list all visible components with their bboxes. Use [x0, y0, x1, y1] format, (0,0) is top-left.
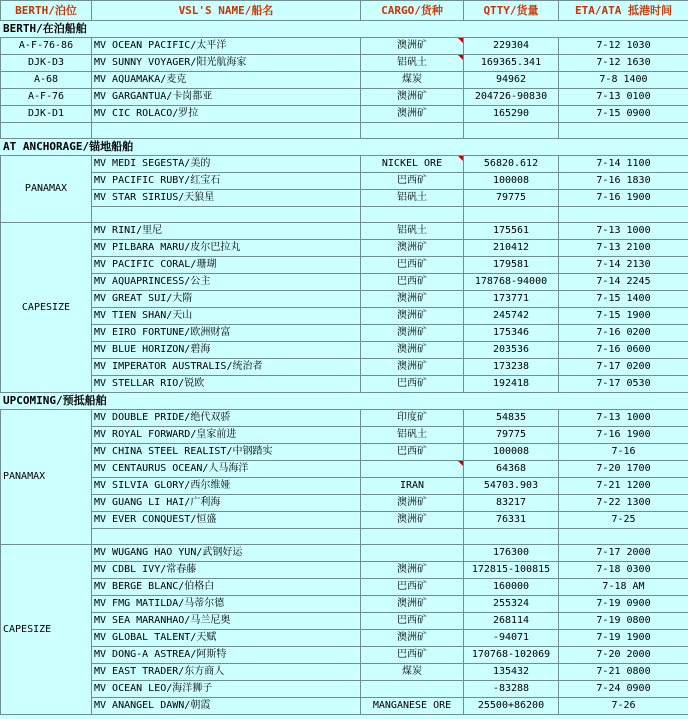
quantity-cell: 245742 [464, 308, 559, 325]
berth-cell: A-F-76 [1, 89, 92, 106]
eta-cell: 7-14 2130 [559, 257, 688, 274]
berth-cell: A-F-76-86 [1, 38, 92, 55]
eta-cell: 7-16 1900 [559, 427, 688, 444]
table-row [1, 596, 688, 613]
quantity-cell: 76331 [464, 512, 559, 529]
cargo-cell [361, 461, 464, 478]
vessel-name-cell: MV PACIFIC CORAL/珊瑚 [92, 257, 361, 274]
table-row [1, 512, 688, 529]
cargo-cell: 煤炭 [361, 664, 464, 681]
vessel-name-cell: MV OCEAN LEO/海洋狮子 [92, 681, 361, 698]
quantity-cell: 170768-102069 [464, 647, 559, 664]
cargo-cell: 印度矿 [361, 410, 464, 427]
vessel-name-cell: MV SILVIA GLORY/西尔维娅 [92, 478, 361, 495]
table-row [1, 410, 688, 427]
eta-cell: 7-12 1630 [559, 55, 688, 72]
quantity-cell: 64368 [464, 461, 559, 478]
blank-cell [361, 207, 464, 223]
cargo-cell: 澳洲矿 [361, 495, 464, 512]
vessel-name-cell: MV RINI/里尼 [92, 223, 361, 240]
blank-cell [464, 123, 559, 139]
vessel-name-cell: MV GREAT SUI/大隋 [92, 291, 361, 308]
vessel-name-cell: MV SEA MARANHAO/马兰尼奥 [92, 613, 361, 630]
cargo-cell: 澳洲矿 [361, 240, 464, 257]
cargo-cell [361, 545, 464, 562]
cargo-cell [361, 681, 464, 698]
eta-cell: 7-19 1900 [559, 630, 688, 647]
quantity-cell: 173771 [464, 291, 559, 308]
eta-cell: 7-15 1400 [559, 291, 688, 308]
table-row [1, 681, 688, 698]
eta-cell: 7-18 AM [559, 579, 688, 596]
quantity-cell: 179581 [464, 257, 559, 274]
cargo-cell: 澳洲矿 [361, 106, 464, 123]
quantity-cell: -94071 [464, 630, 559, 647]
vessel-name-cell: MV IMPERATOR AUSTRALIS/统治者 [92, 359, 361, 376]
eta-cell: 7-17 0530 [559, 376, 688, 393]
table-body [1, 21, 688, 715]
cargo-cell: MANGANESE ORE [361, 698, 464, 715]
cargo-cell: 铝矾土 [361, 190, 464, 207]
table-row [1, 495, 688, 512]
cargo-cell: 澳洲矿 [361, 342, 464, 359]
blank-cell [92, 207, 361, 223]
quantity-cell: 135432 [464, 664, 559, 681]
eta-cell: 7-26 [559, 698, 688, 715]
quantity-cell: 54835 [464, 410, 559, 427]
cargo-cell: 巴西矿 [361, 579, 464, 596]
vessel-name-cell: MV CENTAURUS OCEAN/人马海洋 [92, 461, 361, 478]
table-row [1, 38, 688, 55]
table-row [1, 630, 688, 647]
header-vessel-name: VSL'S NAME/船名 [92, 1, 361, 21]
berth-cell: A-68 [1, 72, 92, 89]
quantity-cell: 169365.341 [464, 55, 559, 72]
quantity-cell: 56820.612 [464, 156, 559, 173]
table-row [1, 664, 688, 681]
quantity-cell: 160000 [464, 579, 559, 596]
table-row [1, 461, 688, 478]
eta-cell: 7-13 1000 [559, 410, 688, 427]
blank-cell [464, 529, 559, 545]
vessel-name-cell: MV TIEN SHAN/天山 [92, 308, 361, 325]
vessel-name-cell: MV CIC ROLACO/罗拉 [92, 106, 361, 123]
eta-cell: 7-25 [559, 512, 688, 529]
table-row [1, 156, 688, 173]
table-row [1, 647, 688, 664]
table-row [1, 545, 688, 562]
header-quantity: QTTY/货量 [464, 1, 559, 21]
cargo-cell: 巴西矿 [361, 613, 464, 630]
eta-cell: 7-16 1900 [559, 190, 688, 207]
cargo-cell: 澳洲矿 [361, 291, 464, 308]
quantity-cell: 203536 [464, 342, 559, 359]
blank-cell [559, 123, 688, 139]
quantity-cell: 192418 [464, 376, 559, 393]
quantity-cell: 268114 [464, 613, 559, 630]
eta-cell: 7-20 2000 [559, 647, 688, 664]
vessel-name-cell: MV GUANG LI HAI/广利海 [92, 495, 361, 512]
cargo-cell: 铝矾土 [361, 223, 464, 240]
cargo-cell: 澳洲矿 [361, 562, 464, 579]
quantity-cell: 25500+86200 [464, 698, 559, 715]
cargo-cell: 澳洲矿 [361, 38, 464, 55]
quantity-cell: 178768-94000 [464, 274, 559, 291]
eta-cell: 7-8 1400 [559, 72, 688, 89]
cargo-cell: 澳洲矿 [361, 630, 464, 647]
vessel-name-cell: MV ROYAL FORWARD/皇家前进 [92, 427, 361, 444]
table-row [1, 257, 688, 274]
cargo-cell: 巴西矿 [361, 257, 464, 274]
table-row [1, 342, 688, 359]
vessel-name-cell: MV STAR SIRIUS/天狼星 [92, 190, 361, 207]
header-cargo: CARGO/货种 [361, 1, 464, 21]
vessel-name-cell: MV AQUAPRINCESS/公主 [92, 274, 361, 291]
quantity-cell: 175346 [464, 325, 559, 342]
vessel-class-label: PANAMAX [1, 156, 92, 223]
eta-cell: 7-12 1030 [559, 38, 688, 55]
vessel-name-cell: MV ANANGEL DAWN/朝霞 [92, 698, 361, 715]
vessel-class-label: PANAMAX [1, 410, 92, 545]
vessel-name-cell: MV EAST TRADER/东方商人 [92, 664, 361, 681]
eta-cell: 7-16 [559, 444, 688, 461]
vessel-name-cell: MV GARGANTUA/卡岗都亚 [92, 89, 361, 106]
cargo-cell: 巴西矿 [361, 647, 464, 664]
cargo-cell: 澳洲矿 [361, 596, 464, 613]
cargo-cell: 澳洲矿 [361, 308, 464, 325]
eta-cell: 7-15 0900 [559, 106, 688, 123]
section-upcoming [1, 393, 688, 410]
cargo-cell: 煤炭 [361, 72, 464, 89]
blank-cell [1, 123, 92, 139]
eta-cell: 7-19 0800 [559, 613, 688, 630]
table-row [1, 427, 688, 444]
eta-cell: 7-16 0600 [559, 342, 688, 359]
cargo-cell: 澳洲矿 [361, 512, 464, 529]
eta-cell: 7-15 1900 [559, 308, 688, 325]
table-row [1, 562, 688, 579]
table-row [1, 478, 688, 495]
eta-cell: 7-18 0300 [559, 562, 688, 579]
table-row [1, 613, 688, 630]
blank-cell [361, 123, 464, 139]
blank-cell [92, 123, 361, 139]
table-row [1, 106, 688, 123]
eta-cell: 7-17 2000 [559, 545, 688, 562]
table-row [1, 55, 688, 72]
cargo-cell: IRAN [361, 478, 464, 495]
eta-cell: 7-14 2245 [559, 274, 688, 291]
vessel-name-cell: MV AQUAMAKA/麦克 [92, 72, 361, 89]
vessel-name-cell: MV WUGANG HAO YUN/武钢好运 [92, 545, 361, 562]
eta-cell: 7-21 0800 [559, 664, 688, 681]
blank-cell [559, 529, 688, 545]
quantity-cell: 165290 [464, 106, 559, 123]
header-berth: BERTH/泊位 [1, 1, 92, 21]
header-row [1, 1, 688, 21]
table-row [1, 698, 688, 715]
quantity-cell: 173238 [464, 359, 559, 376]
table-row [1, 223, 688, 240]
quantity-cell: 172815-100815 [464, 562, 559, 579]
quantity-cell: 100008 [464, 173, 559, 190]
eta-cell: 7-13 2100 [559, 240, 688, 257]
vessel-class-label: CAPESIZE [1, 223, 92, 393]
quantity-cell: 175561 [464, 223, 559, 240]
cargo-cell: 澳洲矿 [361, 89, 464, 106]
blank-row [1, 207, 688, 223]
blank-cell [361, 529, 464, 545]
vessel-name-cell: MV EVER CONQUEST/恒盛 [92, 512, 361, 529]
table-row [1, 444, 688, 461]
quantity-cell: 204726-90830 [464, 89, 559, 106]
vessel-name-cell: MV GLOBAL TALENT/天赋 [92, 630, 361, 647]
quantity-cell: 83217 [464, 495, 559, 512]
table-row [1, 89, 688, 106]
eta-cell: 7-13 1000 [559, 223, 688, 240]
quantity-cell: 255324 [464, 596, 559, 613]
quantity-cell: 229304 [464, 38, 559, 55]
vessel-name-cell: MV CDBL IVY/常春藤 [92, 562, 361, 579]
section-berth [1, 21, 688, 38]
table-row [1, 190, 688, 207]
vessel-name-cell: MV BLUE HORIZON/碧海 [92, 342, 361, 359]
eta-cell: 7-20 1700 [559, 461, 688, 478]
vessel-name-cell: MV FMG MATILDA/马蒂尔德 [92, 596, 361, 613]
quantity-cell: 210412 [464, 240, 559, 257]
vessel-name-cell: MV SUNNY VOYAGER/阳光航海家 [92, 55, 361, 72]
table-row [1, 274, 688, 291]
blank-row [1, 529, 688, 545]
cargo-cell: 澳洲矿 [361, 325, 464, 342]
table-row [1, 376, 688, 393]
table-row [1, 173, 688, 190]
table-row [1, 240, 688, 257]
table-row [1, 72, 688, 89]
vessel-name-cell: MV PACIFIC RUBY/红宝石 [92, 173, 361, 190]
cargo-cell: 铝矾土 [361, 55, 464, 72]
vessel-class-label: CAPESIZE [1, 545, 92, 715]
cargo-cell: 巴西矿 [361, 376, 464, 393]
section-upcoming-title: UPCOMING/预抵船舶 [1, 393, 688, 410]
quantity-cell: 100008 [464, 444, 559, 461]
blank-cell [92, 529, 361, 545]
cargo-cell: 铝矾土 [361, 427, 464, 444]
blank-cell [464, 207, 559, 223]
eta-cell: 7-14 1100 [559, 156, 688, 173]
eta-cell: 7-22 1300 [559, 495, 688, 512]
blank-row [1, 123, 688, 139]
berth-cell: DJK-D3 [1, 55, 92, 72]
table-row [1, 359, 688, 376]
table-row [1, 325, 688, 342]
section-berth-title: BERTH/在泊船舶 [1, 21, 688, 38]
cargo-cell: NICKEL ORE [361, 156, 464, 173]
vessel-name-cell: MV DOUBLE PRIDE/绝代双骄 [92, 410, 361, 427]
section-anchorage-title: AT ANCHORAGE/锚地船舶 [1, 139, 688, 156]
vessel-name-cell: MV BERGE BLANC/伯格白 [92, 579, 361, 596]
vessel-name-cell: MV MEDI SEGESTA/美的 [92, 156, 361, 173]
quantity-cell: 94962 [464, 72, 559, 89]
eta-cell: 7-19 0900 [559, 596, 688, 613]
eta-cell: 7-17 0200 [559, 359, 688, 376]
eta-cell: 7-24 0900 [559, 681, 688, 698]
vessel-name-cell: MV CHINA STEEL REALIST/中钢踏实 [92, 444, 361, 461]
quantity-cell: 79775 [464, 427, 559, 444]
eta-cell: 7-21 1200 [559, 478, 688, 495]
cargo-cell: 巴西矿 [361, 173, 464, 190]
quantity-cell: -83288 [464, 681, 559, 698]
quantity-cell: 54703.903 [464, 478, 559, 495]
vessel-name-cell: MV PILBARA MARU/皮尔巴拉丸 [92, 240, 361, 257]
quantity-cell: 176300 [464, 545, 559, 562]
eta-cell: 7-16 0200 [559, 325, 688, 342]
eta-cell: 7-16 1830 [559, 173, 688, 190]
berth-cell: DJK-D1 [1, 106, 92, 123]
vessel-name-cell: MV STELLAR RIO/锐欧 [92, 376, 361, 393]
table-row [1, 579, 688, 596]
cargo-cell: 巴西矿 [361, 444, 464, 461]
eta-cell: 7-13 0100 [559, 89, 688, 106]
quantity-cell: 79775 [464, 190, 559, 207]
vessel-name-cell: MV EIRO FORTUNE/欧洲财富 [92, 325, 361, 342]
cargo-cell: 巴西矿 [361, 274, 464, 291]
table-row [1, 291, 688, 308]
header-eta: ETA/ATA 抵港时间 [559, 1, 688, 21]
vessel-name-cell: MV DONG-A ASTREA/阿斯特 [92, 647, 361, 664]
blank-cell [559, 207, 688, 223]
section-anchorage [1, 139, 688, 156]
vessel-name-cell: MV OCEAN PACIFIC/太平洋 [92, 38, 361, 55]
cargo-cell: 澳洲矿 [361, 359, 464, 376]
table-row [1, 308, 688, 325]
